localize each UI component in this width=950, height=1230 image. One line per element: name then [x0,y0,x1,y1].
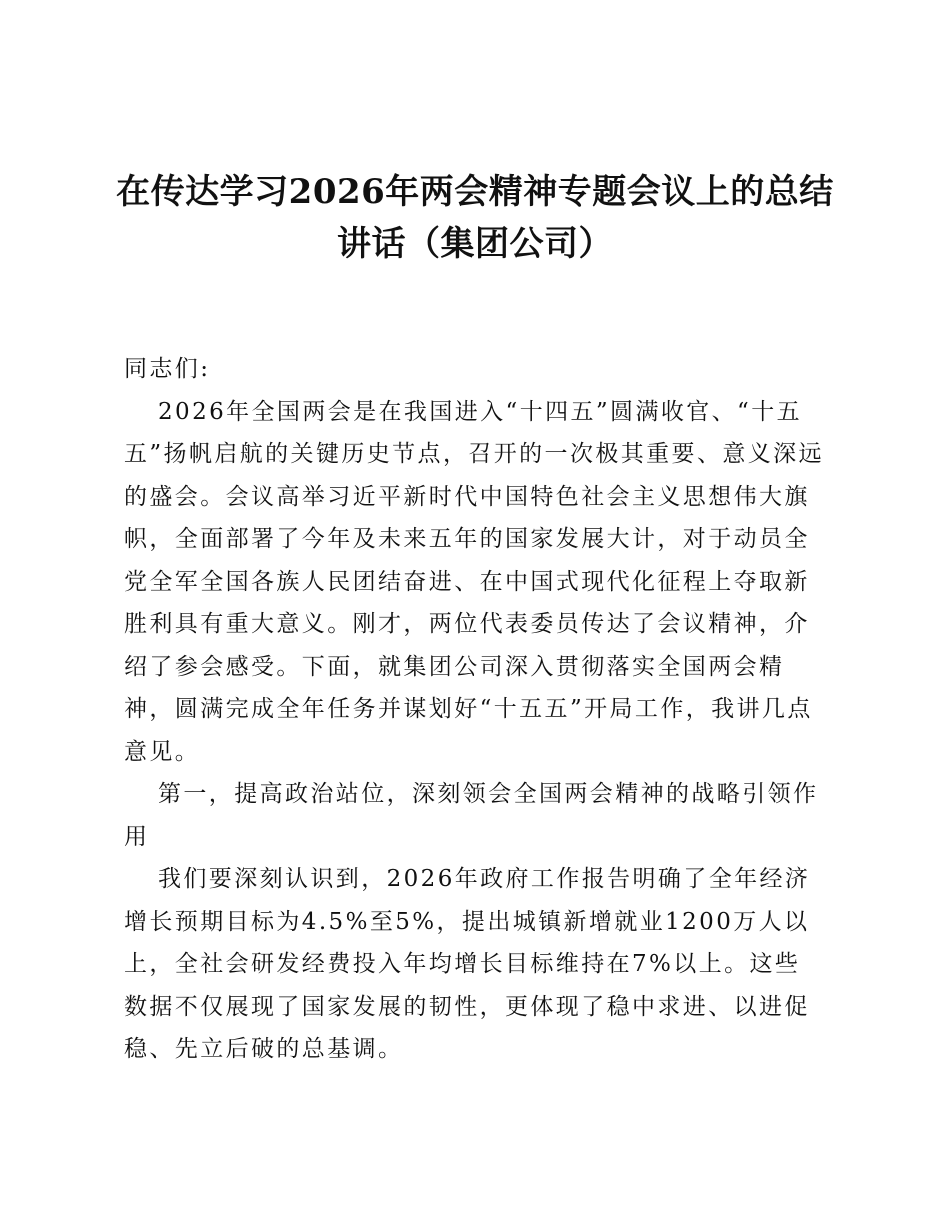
paragraph-intro: 2026年全国两会是在我国进入“十四五”圆满收官、“十五五”扬帆启航的关键历史节点，召开的一次极其重要、意义深远的盛会。会议高举习近平新时代中国特色社会主义思想伟大旗帜，全面部署了今年及未来五年的国家发展大计，对于动员全党全军全国各族人民团结奋进、在中国式现代化征程上夺取新胜利具有重大意义。刚才，两位代表委员传达了会议精神，介绍了参会感受。下面，就集团公司深入贯彻落实全国两会精神，圆满完成全年任务并谋划好“十五五”开局工作，我讲几点意见。 [124,398,824,765]
section-heading-1: 第一，提高政治站位，深刻领会全国两会精神的战略引领作用 [124,781,819,850]
greeting: 同志们: [124,356,211,382]
title-line-2: 讲话（集团公司） [337,224,613,264]
paragraph-section-1: 我们要深刻认识到，2026年政府工作报告明确了全年经济增长预期目标为4.5%至5%，提出城镇新增就业1200万人以上，全社会研发经费投入年均增长目标维持在7%以上。这些数据不仅展现了国家发展的韧性，更体现了稳中求进、以进促稳、先立后破的总基调。 [124,866,811,1062]
document-body [124,348,824,1071]
title-line-1: 在传达学习2026年两会精神专题会议上的总结 [116,172,834,212]
document-title [100,166,850,270]
